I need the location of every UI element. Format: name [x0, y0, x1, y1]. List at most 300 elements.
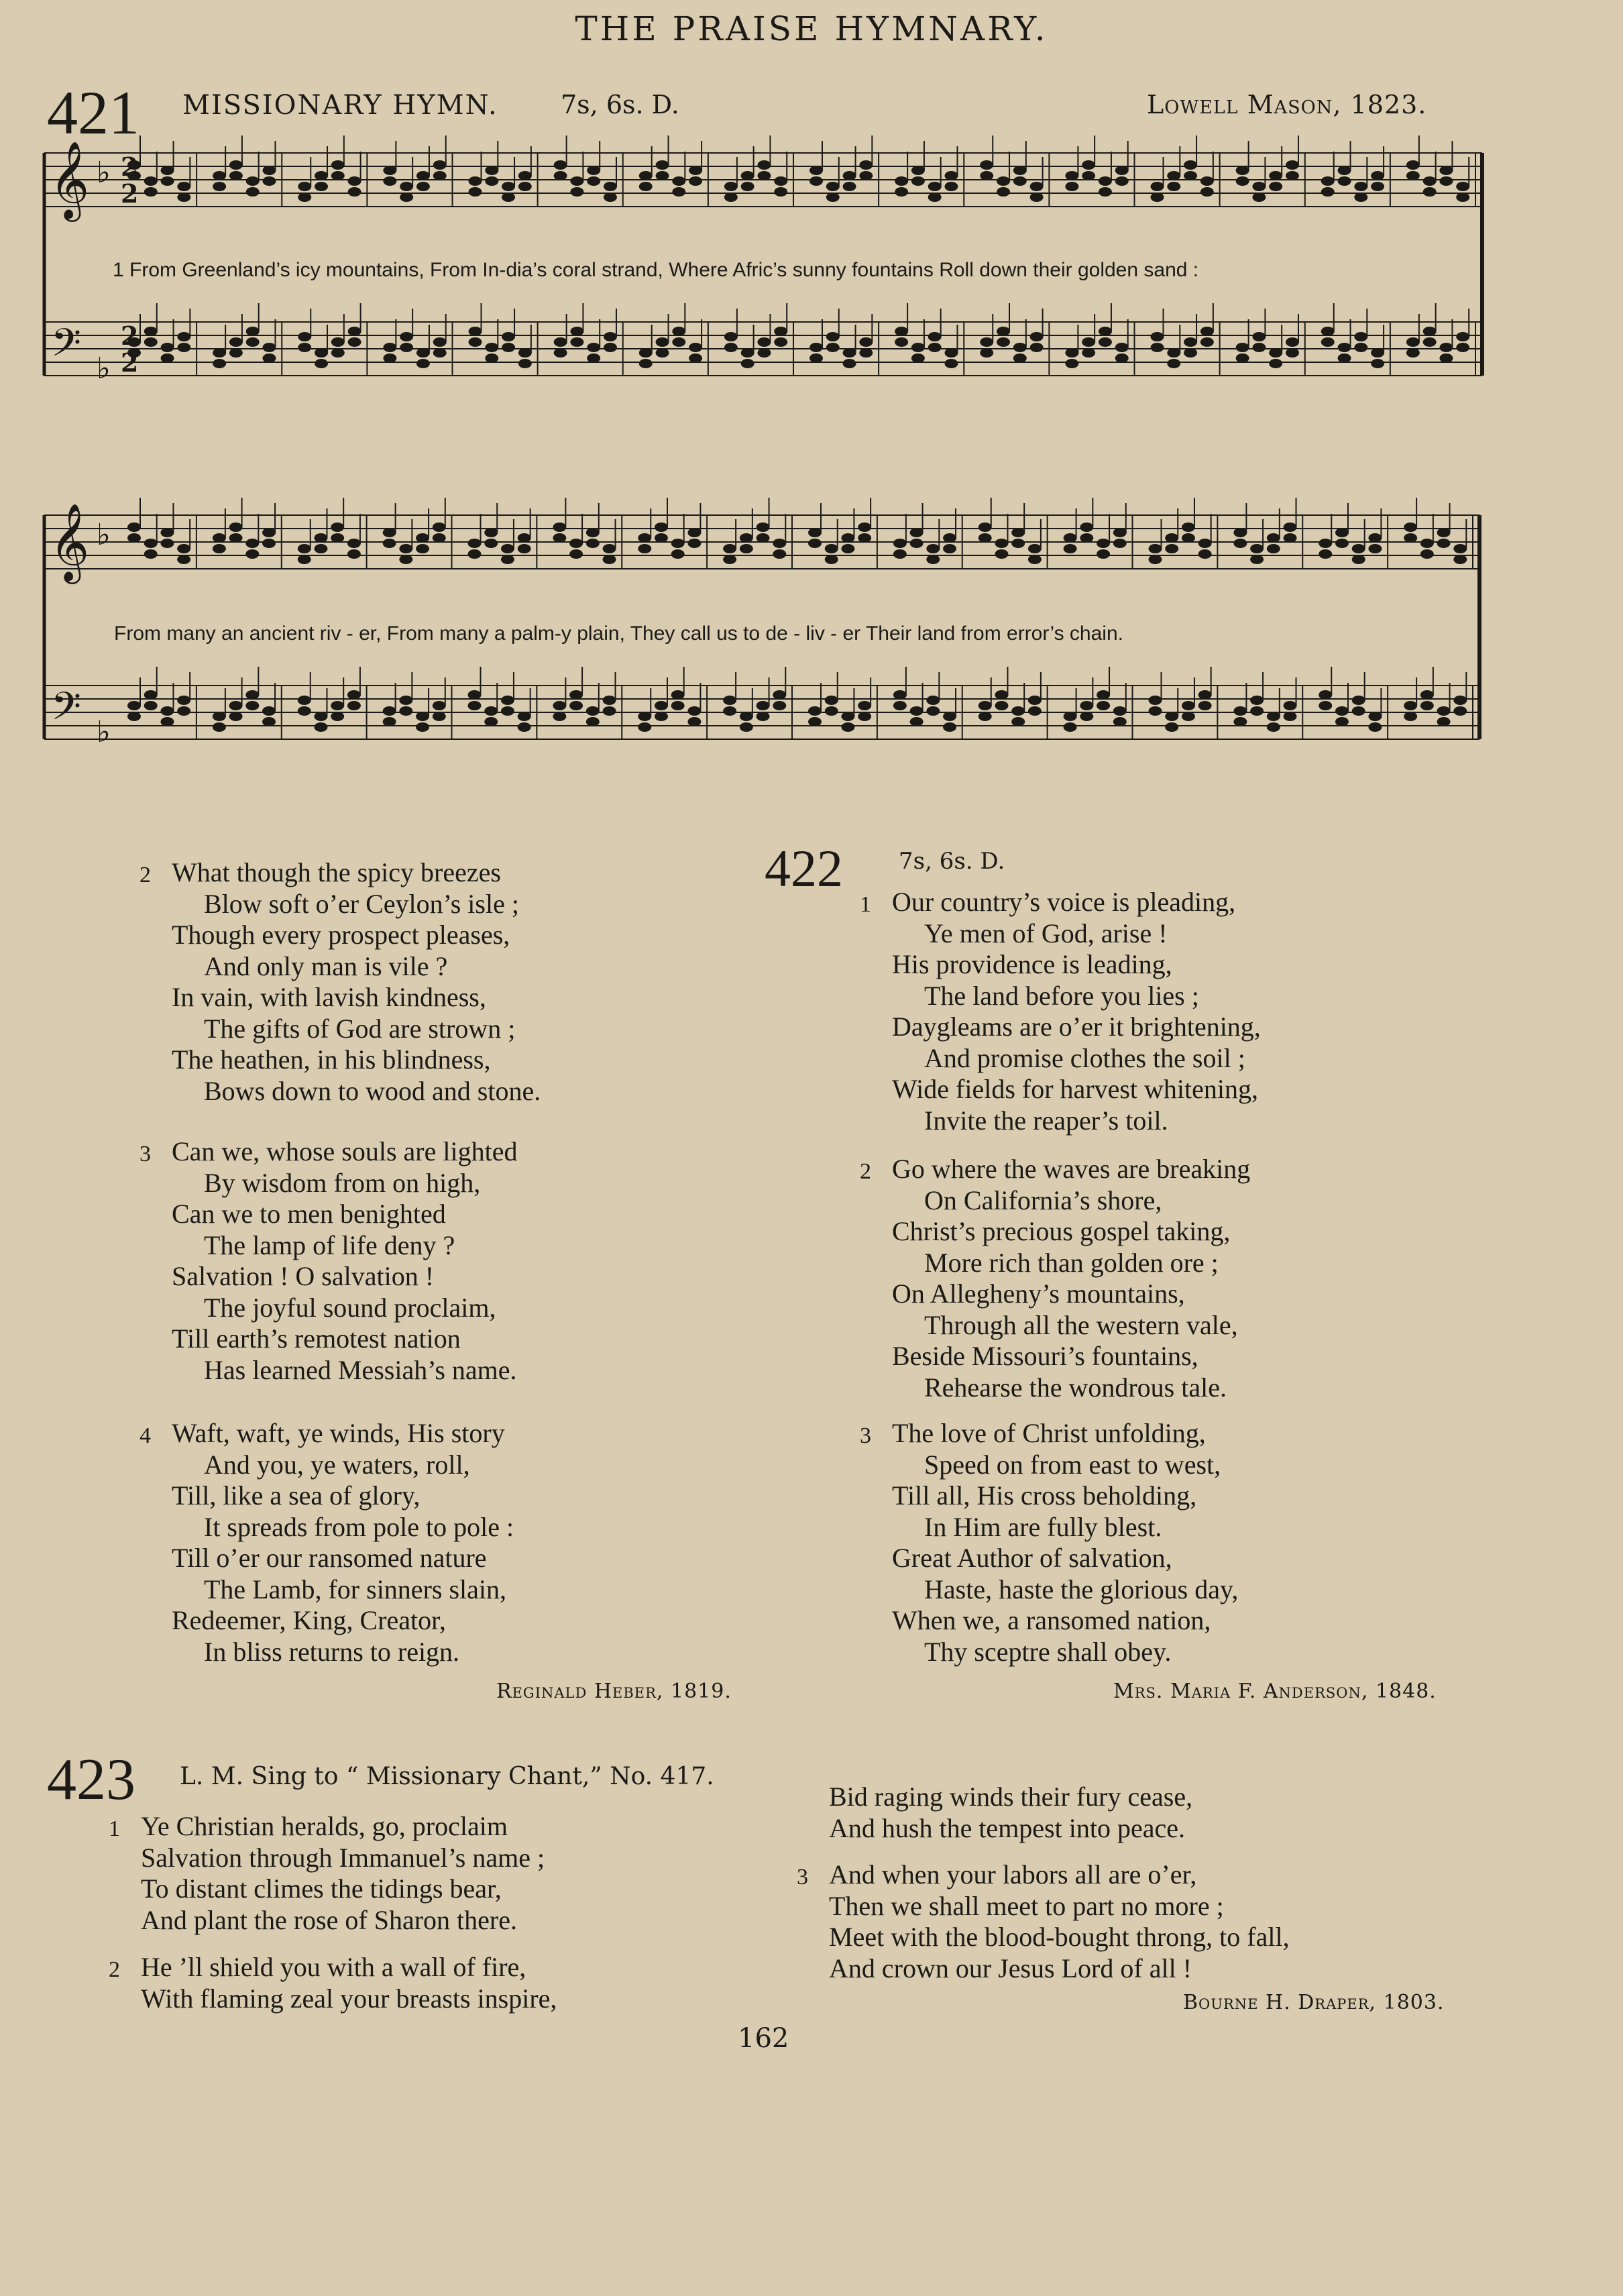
note-head	[773, 539, 786, 548]
note-head	[469, 327, 482, 336]
note-head	[518, 712, 531, 721]
note-head	[672, 337, 685, 347]
note-head	[740, 722, 753, 732]
note-head	[859, 171, 873, 180]
note-head	[1233, 528, 1247, 537]
note-head	[911, 166, 925, 175]
note-head	[858, 523, 871, 532]
note-head	[1284, 712, 1297, 721]
note-head	[808, 717, 822, 726]
note-head	[1437, 717, 1451, 726]
note-head	[177, 706, 190, 716]
note-head	[331, 337, 345, 347]
note-head	[841, 712, 854, 721]
verse-number: 2	[860, 1159, 871, 1184]
note-head	[160, 539, 174, 548]
music-score	[0, 0, 1623, 805]
note-head	[1368, 533, 1382, 543]
time-signature: 2	[121, 347, 139, 378]
note-head	[724, 182, 738, 191]
note-head	[570, 337, 583, 347]
note-head	[298, 182, 311, 191]
note-head	[1252, 182, 1266, 191]
note-head	[723, 696, 736, 705]
note-head	[724, 332, 738, 341]
note-head	[553, 523, 566, 532]
note-head	[1115, 176, 1129, 186]
note-head	[1286, 160, 1299, 170]
note-head	[1404, 533, 1417, 543]
note-head	[1252, 193, 1266, 202]
hymn-421-verse-2: 2 What though the spicy breezes Blow soft o’er Ceylon’s isle ; Though every prospect pleases, And only man is vile ? In vain, with lavish kindness, The gifts of God are strown ; The heathen, in his blindness, Bows down to wood and stone.	[139, 857, 541, 1106]
note-head	[331, 348, 345, 358]
note-head	[554, 337, 567, 347]
note-head	[757, 171, 771, 180]
note-head	[1406, 171, 1420, 180]
time-signature: 2	[121, 152, 139, 182]
note-head	[1371, 348, 1384, 358]
note-head	[1423, 327, 1437, 336]
note-head	[809, 176, 823, 186]
note-head	[1099, 327, 1112, 336]
note-head	[400, 343, 413, 352]
note-head	[262, 528, 276, 537]
note-head	[383, 176, 396, 186]
note-head	[416, 533, 429, 543]
note-head	[314, 533, 327, 543]
note-head	[1165, 533, 1178, 543]
note-head	[774, 327, 787, 336]
note-head	[177, 332, 190, 341]
note-head	[757, 533, 770, 543]
note-head	[724, 193, 738, 202]
note-head	[1335, 528, 1349, 537]
note-head	[944, 182, 958, 191]
note-head	[1113, 706, 1127, 716]
note-head	[229, 160, 243, 170]
note-head	[757, 701, 770, 710]
note-head	[910, 717, 924, 726]
hymn-421-composer: Lowell Mason, 1823.	[1147, 90, 1427, 119]
note-head	[1064, 544, 1077, 553]
bass-clef: 𝄢	[51, 684, 82, 739]
note-head	[1423, 176, 1437, 186]
note-head	[656, 337, 669, 347]
note-head	[1151, 332, 1164, 341]
note-head	[229, 712, 243, 721]
note-head	[383, 353, 396, 363]
note-head	[1420, 549, 1434, 559]
hymn-423-verse-1: 1 Ye Christian heralds, go, proclaim Salvation through Immanuel’s name ; To distant climes the tidings bear, And plant the rose of Sharon there.	[109, 1811, 545, 1935]
note-head	[980, 337, 993, 347]
note-head	[314, 544, 327, 553]
bass-clef: 𝄢	[51, 320, 82, 375]
note-head	[1368, 544, 1382, 553]
note-head	[501, 555, 514, 564]
note-head	[687, 717, 701, 726]
note-head	[468, 539, 482, 548]
note-head	[655, 701, 668, 710]
note-head	[895, 187, 908, 197]
note-head	[468, 690, 482, 700]
note-head	[1456, 193, 1469, 202]
note-head	[1182, 701, 1195, 710]
note-head	[1423, 187, 1437, 197]
note-head	[911, 176, 925, 186]
note-head	[416, 359, 430, 368]
note-head	[1030, 193, 1044, 202]
running-head: THE PRAISE HYMNARY.	[575, 9, 1048, 48]
note-head	[724, 343, 738, 352]
note-head	[502, 343, 515, 352]
note-head	[1250, 696, 1264, 705]
note-head	[262, 706, 276, 716]
note-head	[741, 348, 754, 358]
note-head	[569, 539, 583, 548]
note-head	[1439, 166, 1453, 175]
note-head	[741, 182, 754, 191]
note-head	[1371, 171, 1384, 180]
note-head	[485, 353, 498, 363]
note-head	[1352, 706, 1365, 716]
note-head	[383, 706, 396, 716]
hymn-421-author: Reginald Heber, 1819.	[496, 1680, 732, 1703]
note-head	[1233, 539, 1247, 548]
note-head	[1439, 176, 1453, 186]
note-head	[469, 176, 482, 186]
time-signature: 2	[121, 178, 139, 209]
note-head	[1371, 359, 1384, 368]
note-head	[858, 712, 871, 721]
note-head	[518, 359, 532, 368]
note-head	[229, 701, 243, 710]
note-head	[1236, 353, 1249, 363]
note-head	[1064, 722, 1077, 732]
note-head	[843, 348, 856, 358]
note-head	[638, 533, 651, 543]
note-head	[1319, 690, 1332, 700]
note-head	[1151, 182, 1164, 191]
note-head	[1437, 706, 1451, 716]
note-head	[518, 182, 532, 191]
note-head	[1080, 533, 1093, 543]
note-head	[1198, 539, 1212, 548]
note-head	[144, 539, 158, 548]
note-head	[773, 690, 786, 700]
note-head	[911, 343, 925, 352]
note-head	[144, 327, 158, 336]
note-head	[569, 549, 583, 559]
note-head	[570, 187, 583, 197]
note-head	[399, 706, 412, 716]
note-head	[638, 712, 651, 721]
note-head	[757, 712, 770, 721]
note-head	[502, 332, 515, 341]
note-head	[1338, 166, 1351, 175]
note-head	[245, 701, 259, 710]
note-head	[416, 348, 430, 358]
note-head	[213, 722, 226, 732]
note-head	[416, 544, 429, 553]
note-head	[978, 523, 992, 532]
note-head	[997, 337, 1010, 347]
note-head	[1321, 176, 1335, 186]
note-head	[944, 348, 958, 358]
hymn-422-verse-1: 1 Our country’s voice is pleading, Ye men of God, arise ! His providence is leading, The land before you lies ; Daygleams are o’er it brightening, And promise clothes the soil ; Wide fields for harvest whitening, Invite the reaper’s toil.	[860, 887, 1261, 1136]
note-head	[723, 544, 736, 553]
note-head	[485, 343, 498, 352]
flat-sign: ♭	[97, 518, 111, 552]
note-head	[569, 701, 583, 710]
note-head	[774, 337, 787, 347]
note-head	[1354, 332, 1367, 341]
note-head	[569, 690, 583, 700]
note-head	[213, 348, 226, 358]
note-head	[1319, 549, 1332, 559]
note-head	[315, 359, 328, 368]
note-head	[1286, 171, 1299, 180]
note-head	[1269, 182, 1282, 191]
note-head	[978, 701, 992, 710]
note-head	[655, 523, 668, 532]
note-head	[1404, 712, 1417, 721]
note-head	[347, 701, 361, 710]
note-head	[1233, 706, 1247, 716]
note-head	[160, 717, 174, 726]
note-head	[347, 539, 361, 548]
note-head	[246, 327, 260, 336]
note-head	[1198, 701, 1212, 710]
note-head	[723, 706, 736, 716]
hymn-421-verse-4: 4 Waft, waft, ye winds, His story And you, ye waters, roll, Till, like a sea of glory, It spreads from pole to pole : Till o’er our ransomed nature The Lamb, for sinners slain, Redeemer, King, Creator, In bliss returns to reign.	[139, 1418, 514, 1667]
note-head	[859, 337, 873, 347]
note-head	[245, 549, 259, 559]
note-head	[997, 327, 1010, 336]
note-head	[672, 187, 685, 197]
note-head	[656, 348, 669, 358]
note-head	[944, 359, 958, 368]
note-head	[1013, 166, 1027, 175]
note-head	[928, 343, 942, 352]
note-head	[1184, 160, 1197, 170]
note-head	[518, 544, 531, 553]
note-head	[809, 353, 823, 363]
note-head	[586, 539, 600, 548]
note-head	[741, 359, 754, 368]
note-head	[1099, 187, 1112, 197]
note-head	[127, 712, 141, 721]
note-head	[1236, 166, 1249, 175]
note-head	[347, 690, 361, 700]
note-head	[1286, 348, 1299, 358]
note-head	[229, 348, 243, 358]
note-head	[400, 332, 413, 341]
note-head	[433, 160, 447, 170]
note-head	[245, 539, 259, 548]
note-head	[689, 166, 702, 175]
note-head	[1082, 337, 1095, 347]
note-head	[773, 549, 786, 559]
note-head	[1354, 182, 1367, 191]
note-head	[1335, 717, 1349, 726]
note-head	[416, 722, 429, 732]
note-head	[1439, 343, 1453, 352]
note-head	[246, 187, 260, 197]
note-head	[689, 353, 702, 363]
note-head	[161, 166, 174, 175]
note-head	[315, 182, 328, 191]
note-head	[331, 712, 344, 721]
note-head	[587, 353, 600, 363]
hymn-422-verse-2: 2 Go where the waves are breaking On California’s shore, Christ’s precious gospel taking, More rich than golden ore ; On Allegheny’s mountains, Through all the western vale, Beside Missouri’s fountains, Rehearse the wondrous tale.	[860, 1154, 1251, 1403]
note-head	[501, 706, 514, 716]
note-head	[1406, 337, 1420, 347]
note-head	[1321, 327, 1335, 336]
note-head	[1113, 539, 1127, 548]
note-head	[554, 160, 567, 170]
note-head	[604, 193, 617, 202]
note-head	[177, 555, 190, 564]
note-head	[315, 348, 328, 358]
note-head	[400, 193, 413, 202]
note-head	[603, 706, 616, 716]
note-head	[859, 348, 873, 358]
note-head	[1030, 182, 1044, 191]
note-head	[298, 343, 311, 352]
note-head	[502, 193, 515, 202]
note-head	[603, 544, 616, 553]
note-head	[399, 544, 412, 553]
note-head	[1165, 712, 1178, 721]
note-head	[1080, 701, 1093, 710]
note-head	[944, 171, 958, 180]
note-head	[1420, 701, 1434, 710]
note-head	[604, 343, 617, 352]
flat-sign: ♭	[97, 156, 111, 190]
verse-number: 3	[797, 1865, 808, 1890]
note-head	[843, 359, 856, 368]
note-head	[1267, 544, 1280, 553]
note-head	[1406, 160, 1420, 170]
hymn-422-number: 422	[765, 839, 843, 897]
note-head	[1097, 539, 1110, 548]
note-head	[1115, 166, 1129, 175]
note-head	[1453, 544, 1467, 553]
note-head	[1011, 539, 1025, 548]
note-head	[1335, 539, 1349, 548]
note-head	[893, 701, 907, 710]
note-head	[433, 712, 446, 721]
note-head	[127, 533, 141, 543]
note-head	[928, 193, 942, 202]
note-head	[656, 171, 669, 180]
note-head	[774, 176, 787, 186]
note-head	[893, 539, 907, 548]
note-head	[433, 523, 446, 532]
treble-clef: 𝄞	[50, 502, 90, 581]
note-head	[144, 337, 158, 347]
note-head	[144, 690, 158, 700]
note-head	[1149, 696, 1162, 705]
hymn-423-verse-3: 3 And when your labors all are o’er, Then we shall meet to part no more ; Meet with the blood-bought throng, to fall, And crown our Jesus Lord of all !	[797, 1859, 1290, 1983]
note-head	[1064, 712, 1077, 721]
note-head	[1284, 701, 1297, 710]
note-head	[1028, 555, 1042, 564]
note-head	[995, 690, 1008, 700]
note-head	[843, 171, 856, 180]
note-head	[348, 187, 361, 197]
hymn-422-verse-3: 3 The love of Christ unfolding, Speed on from east to west, Till all, His cross beholding, In Him are fully blest. Great Author of salvation, Haste, haste the glorious day, When we, a ransomed nation, Thy sceptre shall obey.	[860, 1418, 1239, 1667]
note-head	[825, 555, 838, 564]
note-head	[331, 701, 344, 710]
note-head	[1182, 712, 1195, 721]
note-head	[1099, 176, 1112, 186]
verse-number: 1	[109, 1816, 120, 1841]
note-head	[1011, 528, 1025, 537]
note-head	[485, 166, 498, 175]
note-head	[1149, 544, 1162, 553]
note-head	[1065, 182, 1078, 191]
note-head	[213, 171, 226, 180]
note-head	[229, 171, 243, 180]
note-head	[1115, 353, 1129, 363]
note-head	[262, 176, 276, 186]
note-head	[1065, 171, 1078, 180]
note-head	[1354, 343, 1367, 352]
note-head	[469, 337, 482, 347]
note-head	[1149, 555, 1162, 564]
note-head	[1236, 176, 1249, 186]
note-head	[1453, 555, 1467, 564]
note-head	[1368, 722, 1382, 732]
note-head	[501, 696, 514, 705]
note-head	[741, 171, 754, 180]
note-head	[1250, 555, 1264, 564]
note-head	[177, 696, 190, 705]
note-head	[978, 712, 992, 721]
note-head	[1352, 544, 1365, 553]
note-head	[841, 533, 854, 543]
note-head	[160, 528, 174, 537]
note-head	[926, 555, 940, 564]
note-head	[859, 160, 873, 170]
note-head	[1065, 348, 1078, 358]
note-head	[1338, 353, 1351, 363]
note-head	[757, 337, 771, 347]
note-head	[298, 706, 311, 716]
note-head	[1368, 712, 1382, 721]
note-head	[1423, 337, 1437, 347]
note-head	[518, 171, 532, 180]
note-head	[655, 533, 668, 543]
note-head	[1113, 717, 1127, 726]
note-head	[484, 706, 498, 716]
note-head	[1284, 523, 1297, 532]
note-head	[671, 549, 685, 559]
note-head	[331, 523, 344, 532]
note-head	[1011, 706, 1025, 716]
note-head	[825, 696, 838, 705]
note-head	[518, 722, 531, 732]
note-head	[348, 327, 361, 336]
note-head	[757, 523, 770, 532]
treble-clef: 𝄞	[50, 140, 90, 219]
note-head	[1082, 348, 1095, 358]
note-head	[246, 176, 260, 186]
note-head	[1182, 533, 1195, 543]
note-head	[1404, 523, 1417, 532]
note-head	[586, 717, 600, 726]
